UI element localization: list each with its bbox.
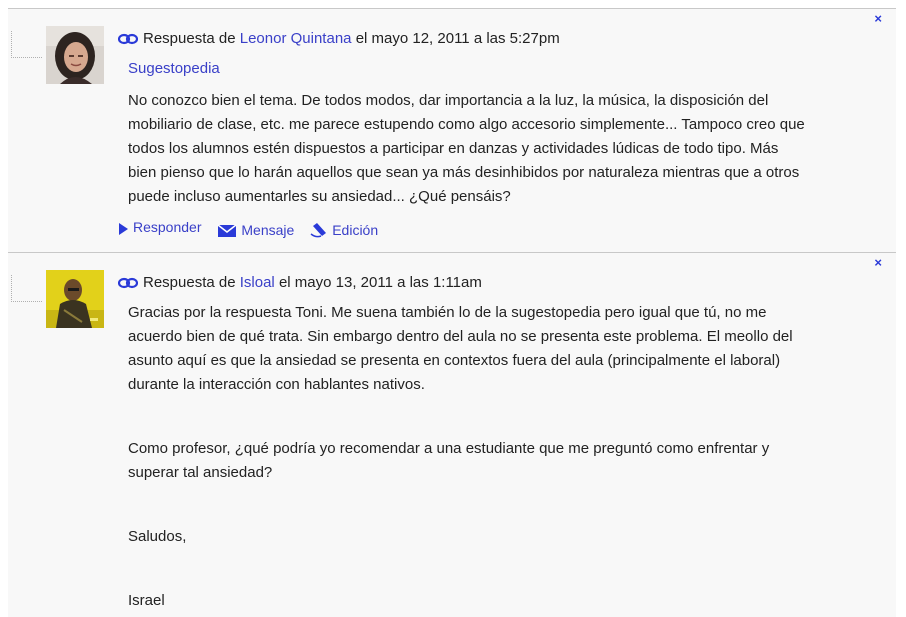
comment-meta [118,273,482,293]
subject-link[interactable]: Sugestopedia [128,60,220,77]
reply-prefix: Respuesta de [143,274,236,291]
comment-body [128,89,808,209]
reply-label: Responder [133,219,202,236]
comment-actions [118,221,390,238]
comment-paragraph: No conozco bien el tema. De todos modos, dar importancia a la luz, la música, la disposición del mobiliario de clase, etc. me parece estupendo como algo accesorio simplemente... Tampoco creo que todos los alumnos estén dispuestos a participar en danzas y actividades lúdicas de todo tipo. Más bien pienso que lo harán aquellos que sean ya más desinhibidos por naturaleza mientras que a otros puede incluso aumentarles su ansiedad... ¿Qué pensáis? [128,92,805,205]
comment-signature: Israel [128,592,165,609]
close-icon[interactable]: × [874,11,882,26]
play-triangle-icon [118,223,129,235]
avatar[interactable] [46,26,104,84]
comment-2 [8,252,896,617]
author-link[interactable]: Isloal [239,274,275,291]
comment-paragraph: Gracias por la respuesta Toni. Me suena también lo de la sugestopedia pero igual que tú, no me acuerdo bien de qué trata. Sin embargo dentro del aula no se presenta este problema. El meollo del asunto aquí es que la ansiedad se presenta en contextos fuera del aula (principalmente el laboral) durante la interacción con hablantes nativos. [128,304,793,393]
edit-label: Edición [332,222,379,239]
pencil-icon [310,222,328,238]
message-button[interactable] [217,222,294,238]
reply-button[interactable] [118,219,202,235]
comment-meta [118,29,560,49]
close-icon[interactable]: × [874,255,882,270]
author-link[interactable]: Leonor Quintana [239,30,352,47]
avatar[interactable] [46,270,104,328]
avatar-isloal-image [46,270,104,328]
comment-paragraph: Saludos, [128,528,187,545]
comment-body [128,301,808,613]
envelope-icon [217,224,237,238]
chain-link-icon[interactable] [118,277,138,289]
comment-date: el mayo 13, 2011 a las 1:11am [278,274,482,291]
edit-button[interactable] [310,222,378,238]
reply-prefix: Respuesta de [143,30,236,47]
thread-connector [11,31,42,58]
comment-1 [8,8,896,253]
message-label: Mensaje [241,222,295,239]
chain-link-icon[interactable] [118,33,138,45]
avatar-leonor-image [46,26,104,84]
thread-connector [11,275,42,302]
comment-paragraph: Como profesor, ¿qué podría yo recomendar a una estudiante que me preguntó como enfrentar y superar tal ansiedad? [128,440,770,481]
comment-date: el mayo 12, 2011 a las 5:27pm [355,30,560,47]
